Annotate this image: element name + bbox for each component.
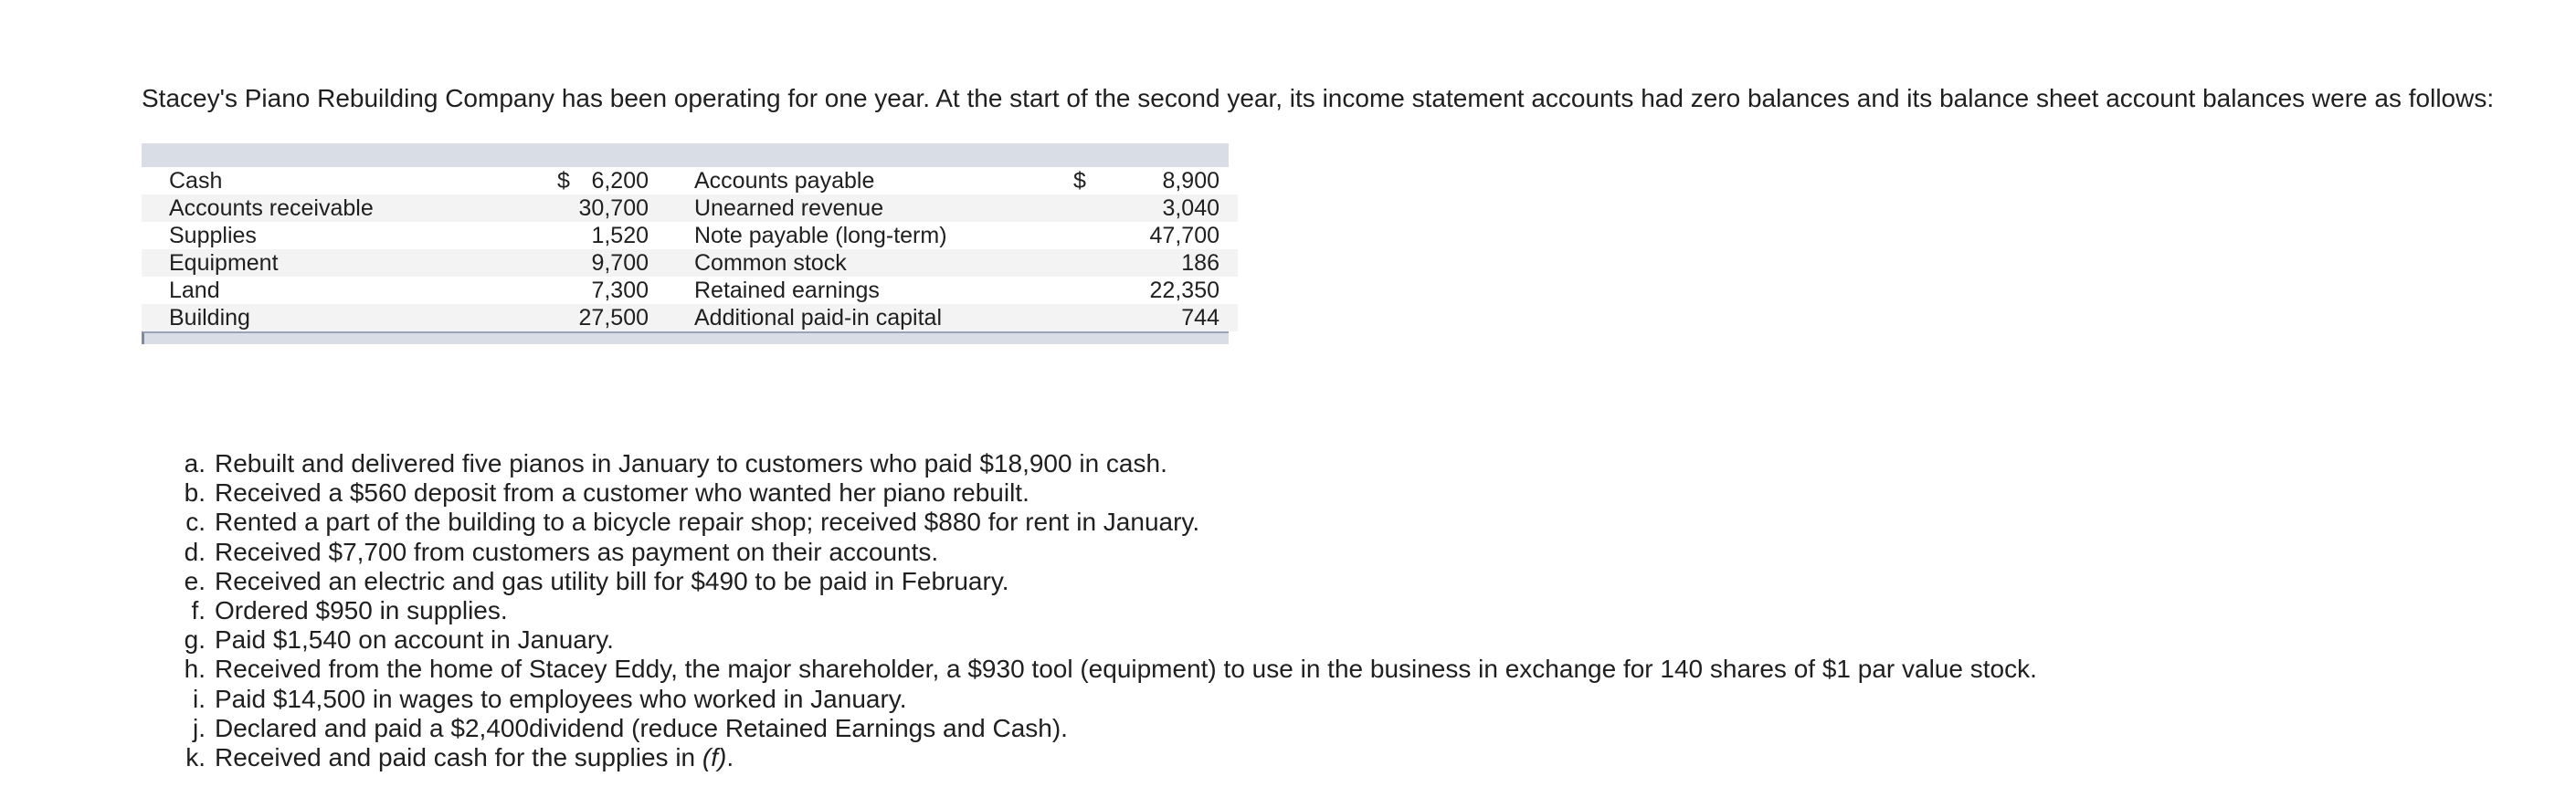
transaction-text (215, 449, 1167, 478)
right-amount: 744 (1101, 304, 1238, 331)
left-account-name: Cash (169, 168, 223, 194)
transaction-list (169, 449, 2037, 772)
transaction-body: Received an electric and gas utility bill for $490 to be paid in February. (215, 566, 1009, 595)
transaction-text (215, 478, 1029, 508)
transaction-body: Received a $560 deposit from a customer who wanted her piano rebuilt. (215, 478, 1029, 508)
left-account-name: Land (169, 278, 220, 303)
left-dollar-sign: $ (557, 168, 570, 194)
transaction-body: Ordered $950 in supplies. (215, 596, 508, 625)
balance-row (142, 249, 1238, 277)
transaction-label: d. (184, 537, 206, 566)
left-dollar-sign (557, 222, 575, 249)
transaction-item (169, 449, 2037, 478)
right-account-name: Note payable (long-term) (694, 223, 947, 248)
left-account-name: Equipment (142, 249, 557, 277)
table-header-bar (142, 143, 1229, 167)
transaction-item (169, 743, 2037, 772)
right-amount: 22,350 (1149, 278, 1219, 303)
transaction-item (169, 478, 2037, 508)
transaction-body: Received and paid cash for the supplies in (215, 743, 702, 772)
transaction-body: Received from the home of Stacey Eddy, the major shareholder, a $930 tool (equipment) to use in the business in exchange for 140 shares of $1 par value stock. (215, 655, 2037, 684)
transaction-body: Paid $14,500 in wages to employees who worked in January. (215, 684, 907, 713)
right-amount: 186 (1101, 249, 1238, 277)
right-account-name: Retained earnings (694, 278, 880, 303)
transaction-label: h. (184, 655, 206, 684)
left-amount: 30,700 (575, 194, 649, 222)
right-amount: 3,040 (1101, 194, 1238, 222)
transaction-label: i. (193, 684, 206, 713)
transaction-text (215, 567, 1009, 596)
transaction-body: Declared and paid a $2,400dividend (reduce Retained Earnings and Cash). (215, 713, 1068, 742)
right-dollar-sign (1073, 277, 1101, 304)
balance-row (142, 304, 1238, 331)
balance-row (142, 194, 1238, 222)
transaction-suffix: . (726, 743, 734, 772)
transaction-item (169, 625, 2037, 655)
right-dollar-sign (1073, 249, 1101, 277)
left-dollar-sign (557, 249, 575, 277)
transaction-label: g. (184, 625, 206, 655)
transaction-label: e. (184, 566, 206, 595)
transaction-item (169, 538, 2037, 567)
transaction-text (215, 508, 1199, 537)
transaction-text (215, 714, 1068, 743)
right-amount: 47,700 (1149, 223, 1219, 248)
balance-table (142, 143, 1229, 344)
transaction-item (169, 714, 2037, 743)
right-account-name: Common stock (649, 249, 1073, 277)
transaction-label: b. (184, 478, 206, 508)
transaction-text (215, 625, 614, 655)
left-amount: 27,500 (575, 304, 649, 331)
table-footer-bar (142, 331, 1229, 344)
transaction-text (215, 743, 734, 772)
transaction-text (215, 685, 907, 714)
transaction-item (169, 685, 2037, 714)
transaction-label: f. (191, 596, 206, 625)
transaction-label: j. (193, 713, 206, 742)
transaction-item (169, 567, 2037, 596)
left-amount: 7,300 (591, 278, 649, 303)
left-account-name: Supplies (169, 223, 257, 248)
balance-row (142, 167, 1238, 194)
right-dollar-sign (1073, 222, 1101, 249)
left-amount: 9,700 (575, 249, 649, 277)
right-account-name: Unearned revenue (649, 194, 1073, 222)
left-account-name: Building (142, 304, 557, 331)
transaction-item (169, 508, 2037, 537)
right-account-name: Additional paid-in capital (649, 304, 1073, 331)
left-dollar-sign (557, 194, 575, 222)
transaction-body: Rented a part of the building to a bicycle repair shop; received $880 for rent in January. (215, 508, 1200, 537)
transaction-text (215, 655, 2037, 684)
right-dollar-sign (1073, 194, 1101, 222)
left-amount: 6,200 (591, 168, 649, 194)
transaction-label: c. (185, 508, 206, 537)
balance-row (142, 277, 1238, 304)
transaction-label: k. (185, 743, 206, 772)
right-account-name: Accounts payable (694, 168, 875, 194)
left-dollar-sign (557, 304, 575, 331)
transaction-item (169, 596, 2037, 625)
transaction-body: Rebuilt and delivered five pianos in January to customers who paid $18,900 in cash. (215, 449, 1167, 477)
transaction-text (215, 538, 938, 567)
right-amount: 8,900 (1162, 168, 1219, 194)
left-dollar-sign (557, 277, 575, 304)
right-dollar-sign: $ (1073, 168, 1086, 194)
transaction-body: Received $7,700 from customers as payment on their accounts. (215, 537, 939, 566)
left-amount: 1,520 (591, 223, 649, 248)
balance-row (142, 222, 1238, 249)
transaction-body: Paid $1,540 on account in January. (215, 625, 614, 655)
transaction-reference: (f) (702, 743, 727, 772)
intro-paragraph: Stacey's Piano Rebuilding Company has been operating for one year. At the start of the second year, its income statement accounts had zero balances and its balance sheet account balances were as follows: (142, 84, 2495, 112)
transaction-label: a. (184, 449, 206, 477)
left-account-name: Accounts receivable (142, 194, 557, 222)
transaction-text (215, 596, 508, 625)
transaction-item (169, 655, 2037, 684)
right-dollar-sign (1073, 304, 1101, 331)
balances-grid (142, 167, 1238, 331)
